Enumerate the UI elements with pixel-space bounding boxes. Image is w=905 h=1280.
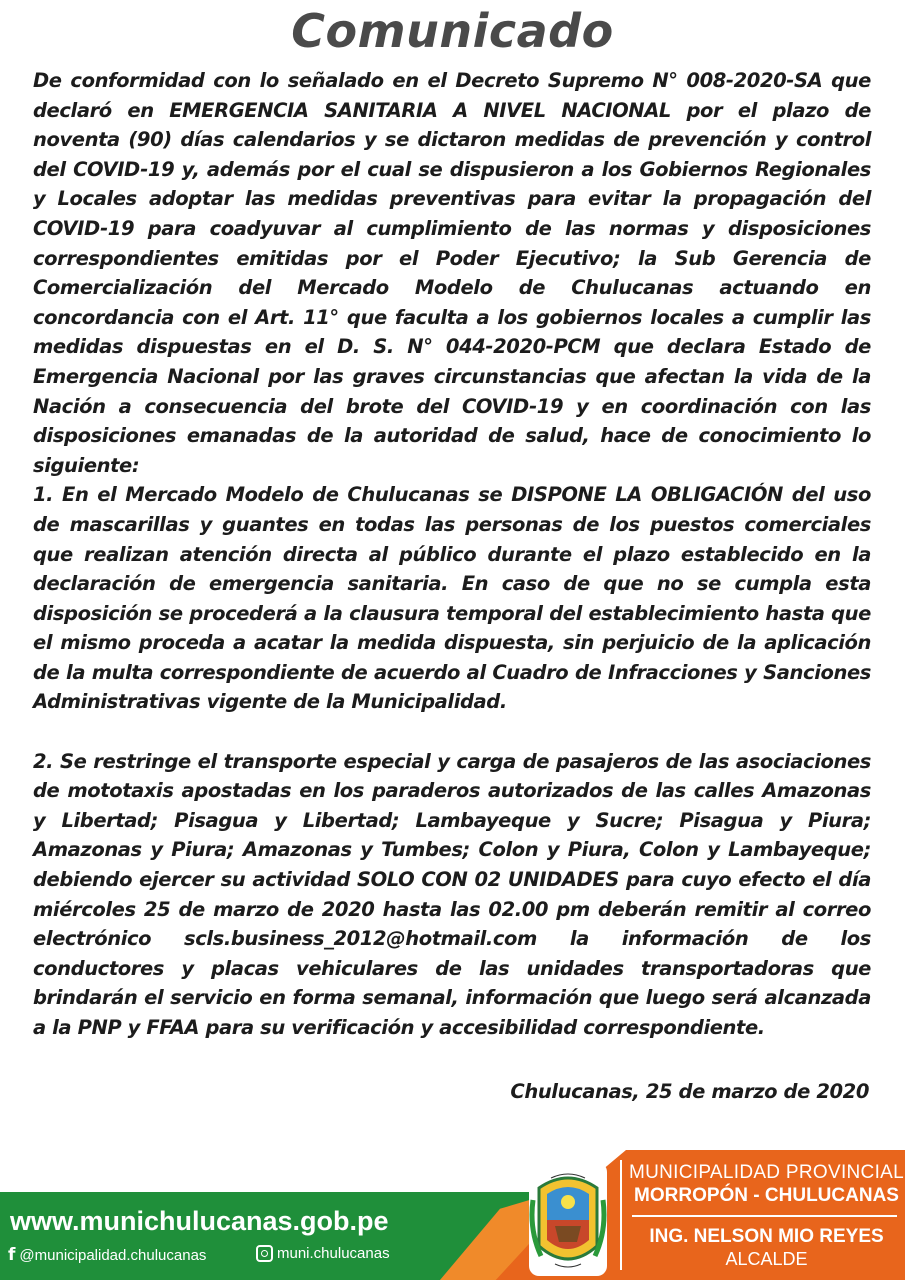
facebook-icon: f: [8, 1245, 16, 1265]
facebook-link[interactable]: [8, 1245, 206, 1265]
instagram-handle: muni.chulucanas: [277, 1245, 390, 1262]
org-line-1: MUNICIPALIDAD PROVINCIAL: [628, 1162, 904, 1183]
mayor-title: ALCALDE: [725, 1249, 808, 1269]
dateline: Chulucanas, 25 de marzo de 2020: [510, 1080, 869, 1103]
vertical-divider: [620, 1160, 622, 1270]
page-title: Comunicado: [291, 4, 614, 58]
municipality-block: [620, 1152, 905, 1280]
instagram-link[interactable]: [256, 1245, 390, 1262]
horizontal-divider: [632, 1215, 897, 1217]
facebook-handle: @municipalidad.chulucanas: [19, 1246, 207, 1264]
intro-paragraph: De conformidad con lo señalado en el Decreto Supremo N° 008-2020-SA que declaró en EMERGENCIA SANITARIA A NIVEL NACIONAL por el plazo de noventa (90) días calendarios y se dictaron medidas de prevención y control del COVID-19 y, además por el cual se dispusieron a los Gobiernos Regionales y Locales adoptar las medidas preventivas para evitar la propagación del COVID-19 para coadyuvar al cumplimiento de las normas y disposiciones correspondientes emitidas por el Poder Ejecutivo; la Sub Gerencia de Comercialización del Mercado Modelo de Chulucanas actuando en concordancia con el Art. 11° que faculta a los gobiernos locales a cumplir las medidas dispuestas en el D. S. N° 044-2020-PCM que declara Estado de Emergencia Nacional por las graves circunstancias que afectan la vida de la Nación a consecuencia del brote del COVID-19 y en coordinación con las disposiciones emanadas de la autoridad de salud, hace de conocimiento lo siguiente:: [33, 69, 871, 477]
communique-body: [33, 66, 871, 1043]
item-1-paragraph: 1. En el Mercado Modelo de Chulucanas se DISPONE LA OBLIGACIÓN del uso de mascarillas y guantes en todas las personas de los puestos comerciales que realizan atención directa al público durante el plazo establecido en la declaración de emergencia sanitaria. En caso de que no se cumpla esta disposición se procederá a la clausura temporal del establecimiento hasta que el mismo proceda a acatar la medida dispuesta, sin perjuicio de la aplicación de la multa correspondiente de acuerdo al Cuadro de Infracciones y Sanciones Administrativas vigente de la Municipalidad.: [33, 483, 871, 714]
website-link[interactable]: www.munichulucanas.gob.pe: [10, 1206, 389, 1236]
instagram-icon: [256, 1245, 273, 1262]
item-2-paragraph: 2. Se restringe el transporte especial y carga de pasajeros de las asociaciones de mototaxis apostadas en los paraderos autorizados de las calles Amazonas y Libertad; Pisagua y Libertad; Lambayeque y Sucre; Pisagua y Piura; Amazonas y Piura; Amazonas y Tumbes; Colon y Piura, Colon y Lambayeque; debiendo ejercer su actividad SOLO CON 02 UNIDADES para cuyo efecto el día miércoles 25 de marzo de 2020 hasta las 02.00 pm deberán remitir al correo electrónico scls.business_2012@hotmail.com la información de los conductores y placas vehiculares de las unidades transportadoras que brindarán el servicio en forma semanal, información que luego será alcanzada a la PNP y FFAA para su verificación y accesibilidad correspondiente.: [33, 749, 871, 1039]
org-line-2: MORROPÓN - CHULUCANAS: [634, 1185, 899, 1206]
municipal-seal-logo: [527, 1160, 609, 1278]
mayor-name: ING. NELSON MIO REYES: [649, 1226, 884, 1247]
